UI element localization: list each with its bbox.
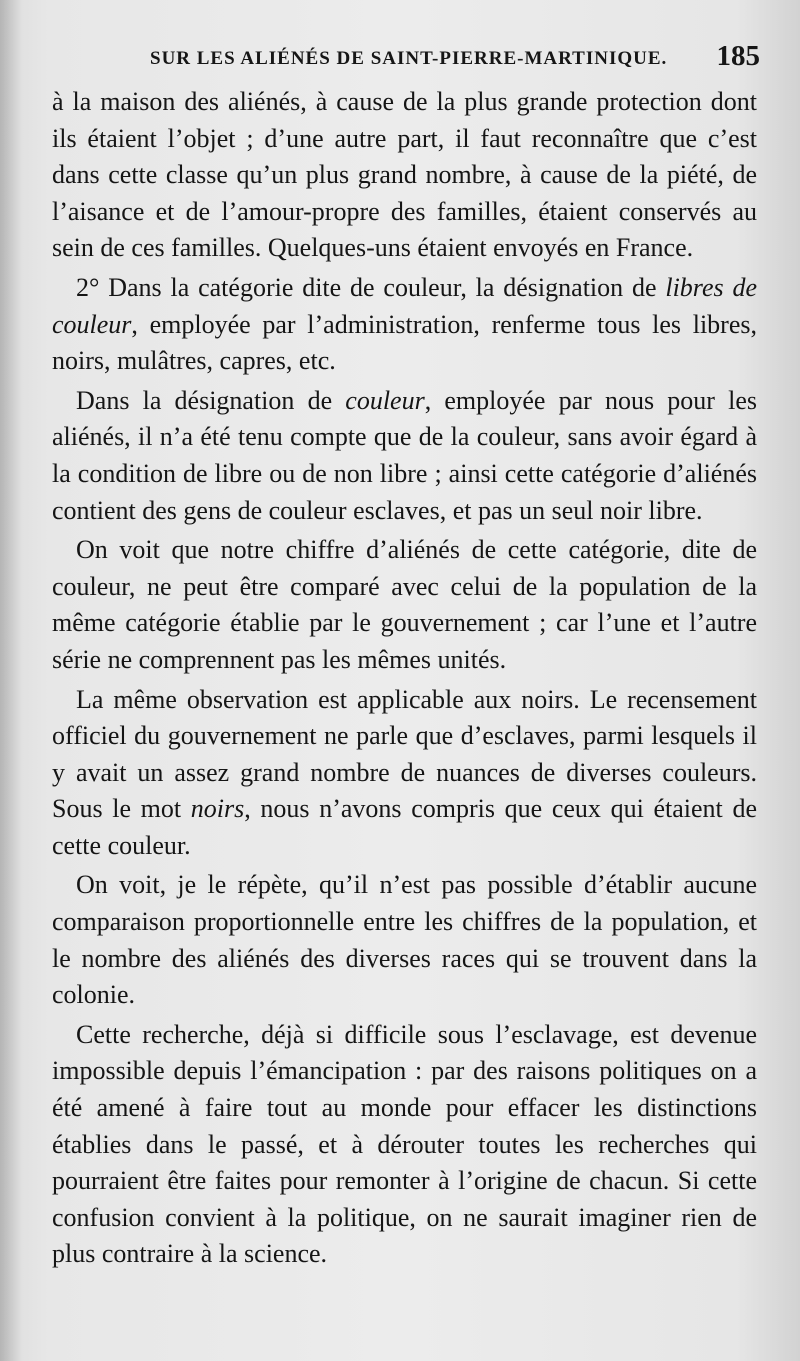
running-title: SUR LES ALIÉNÉS DE SAINT-PIERRE-MARTINIQUE. xyxy=(150,48,668,69)
paragraph-recherche: Cette recherche, déjà si difficile sous l’esclavage, est devenue impossible depuis l’émancipation : par des raisons politiques on a été amené à faire tout au monde pour effacer les distinctions établies dans le passé, et à dérouter toutes les recherches qui pourraient être faites pour remonter à l’origine de chacun. Si cette confusion convient à la politique, on ne saurait imaginer rien de plus contraire à la science. xyxy=(52,1019,757,1269)
paragraph-text: La même observation est applicable aux noirs. Le recensement officiel du gouvernement ne parle que d’esclaves, parmi lesquels il y avait un assez grand nombre de nuances de diverses couleurs. Sous le mot xyxy=(52,684,757,824)
italic-term: couleur xyxy=(345,385,425,415)
paragraph-continued: à la maison des aliénés, à cause de la plus grande protection dont ils étaient l’objet ; d’une autre part, il faut reconnaître que c’est dans cette classe qu’un plus grand nombre, à cause de la piété, de l’aisance et de l’amour-propre des familles, étaient conservés au sein de ces familles. Quelques-uns étaient envoyés en France. xyxy=(52,87,757,263)
paragraph-text: , employée par l’administration, renferme tous les libres, noirs, mulâtres, capres, etc. xyxy=(52,309,757,376)
italic-term: libres de couleur xyxy=(52,272,757,339)
paragraph-text: 2° Dans la catégorie dite de couleur, la désignation de xyxy=(76,272,666,302)
paragraph-libres-de-couleur xyxy=(52,270,757,380)
paragraph-designation-couleur xyxy=(52,383,757,529)
spine-shadow xyxy=(0,0,22,1361)
italic-term: noirs xyxy=(190,794,245,824)
paragraph-text: Dans la désignation de xyxy=(76,385,346,415)
running-head xyxy=(128,38,760,78)
paragraph-chiffre: On voit que notre chiffre d’aliénés de cette catégorie, dite de couleur, ne peut être comparé avec celui de la population de la même catégorie établie par le gouvernement ; car l’une et l’autre série ne comprennent pas les mêmes unités. xyxy=(52,535,757,674)
body-text xyxy=(52,84,757,1276)
paragraph-comparaison: On voit, je le répète, qu’il n’est pas possible d’établir aucune comparaison proportionnelle entre les chiffres de la population, et le nombre des aliénés des diverses races qui se trouvent dans la colonie. xyxy=(52,870,757,1010)
page-number: 185 xyxy=(716,40,760,72)
paragraph-text: , employée par nous pour les aliénés, il n’a été tenu compte que de la couleur, sans avoir égard à la condition de libre ou de non libre ; ainsi cette catégorie d’aliénés contient des gens de couleur esclaves, et pas un seul noir libre. xyxy=(52,385,757,525)
paragraph-noirs xyxy=(52,682,757,865)
paragraph-text: , nous n’avons compris que ceux qui étaient de cette couleur. xyxy=(52,794,757,860)
